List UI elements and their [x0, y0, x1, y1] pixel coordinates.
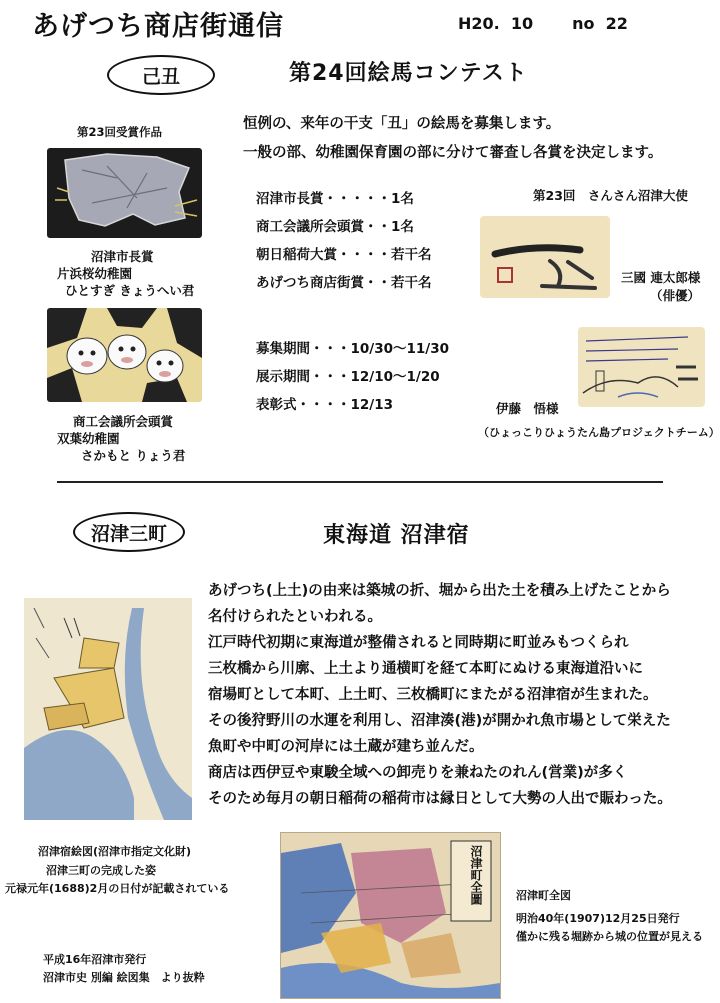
winner1-school: 片浜桜幼稚園: [57, 266, 133, 281]
schedule-item: 募集期間・・・10/30〜11/30: [256, 341, 450, 357]
history-line: 魚町や中町の河岸には土蔵が建ち並んだ。: [208, 739, 484, 755]
ambassador2-name: 伊藤 悟様: [496, 401, 559, 416]
schedule-item: 表彰式・・・・12/13: [256, 397, 394, 413]
newsletter-masthead: あげつち商店街通信: [32, 11, 284, 42]
winner2-award: 商工会議所会頭賞: [73, 414, 174, 429]
history-line: 三枚橋から川廓、上土より通横町を経て本町にぬける東海道沿いに: [208, 661, 643, 677]
winner2-name: さかもと りょう君: [81, 448, 186, 463]
prize-item: 商工会議所会頭賞・・1名: [256, 219, 414, 235]
history-line: そのため毎月の朝日稲荷の稲荷市は縁日として大勢の人出で賑わった。: [208, 791, 672, 807]
map1-caption-line: 沼津三町の完成した姿: [46, 864, 156, 877]
history-line: あげつち(上土)の由来は築城の折、堀から出た土を積み上げたことから: [208, 583, 671, 599]
prize-item: 朝日稲荷大賞・・・・若干名: [256, 247, 432, 263]
winner1-name: ひとすぎ きょうへい君: [65, 283, 195, 298]
ox-drawing-2: [47, 308, 202, 402]
calligraphy-drawing: [480, 216, 610, 298]
history-line: 江戸時代初期に東海道が整備されると同時期に町並みもつくられ: [208, 635, 629, 651]
previous-winners-label: 第23回受賞作品: [77, 125, 163, 139]
town-section-title: 東海道 沼津宿: [323, 523, 470, 548]
ema-contest-title: 第24回絵馬コンテスト: [289, 61, 528, 86]
ambassador-header: 第23回 さんさん沼津大使: [533, 188, 688, 203]
ambassador1-name: 三國 連太郎様: [621, 270, 701, 285]
numazu-post-town-map: [24, 598, 192, 820]
winner1-award: 沼津市長賞: [91, 249, 154, 264]
history-line: その後狩野川の水運を利用し、沼津湊(港)が開かれ魚市場として栄えた: [208, 713, 671, 729]
map2-caption-title: 沼津町全図: [516, 889, 571, 902]
winner2-school: 双葉幼稚園: [57, 431, 120, 446]
section-badge: 沼津三町: [73, 512, 185, 552]
edo-map-drawing: [24, 598, 192, 820]
winning-ema-image-1: [47, 148, 202, 238]
intro-line: 恒例の、来年の干支「丑」の絵馬を募集します。: [243, 116, 561, 132]
ox-drawing-1: [47, 148, 202, 238]
ambassador-ema-image-2: [578, 327, 705, 407]
schedule-item: 展示期間・・・12/10〜1/20: [256, 369, 440, 385]
island-drawing: [578, 327, 705, 407]
history-line: 商店は西伊豆や東駿全域への卸売りを兼ねたのれん(営業)が多く: [208, 765, 628, 781]
winning-ema-image-2: [47, 308, 202, 402]
ambassador1-title: （俳優）: [650, 288, 701, 303]
numazu-town-full-map: [280, 832, 501, 999]
meiji-map-title: 沼津町全圖: [469, 845, 483, 905]
intro-line: 一般の部、幼稚園保育園の部に分けて審査し各賞を決定します。: [243, 145, 663, 161]
history-line: 宿場町として本町、上土町、三枚橋町にまたがる沼津宿が生まれた。: [208, 687, 658, 703]
history-line: 名付けられたといわれる。: [208, 609, 382, 625]
map2-caption-line: 明治40年(1907)12月25日発行: [516, 912, 680, 925]
map1-caption-line: 元禄元年(1688)2月の日付が記載されている: [5, 882, 230, 895]
ambassador-ema-image-1: [480, 216, 610, 298]
issue-number: H20. 10 no 22: [458, 14, 628, 33]
map2-caption-line: 僅かに残る堀跡から城の位置が見える: [516, 930, 703, 943]
section-divider: [57, 481, 663, 483]
prize-item: あげつち商店街賞・・若干名: [256, 275, 432, 291]
map1-source-line: 平成16年沼津市発行: [43, 953, 147, 966]
ambassador2-team: （ひょっこりひょうたん島プロジェクトチーム）: [478, 426, 720, 439]
map1-caption-title: 沼津宿絵図(沼津市指定文化財): [38, 845, 192, 858]
zodiac-badge: 己丑: [107, 55, 215, 95]
map1-source-line: 沼津市史 別編 絵図集 より抜粋: [43, 971, 205, 984]
prize-item: 沼津市長賞・・・・・1名: [256, 191, 414, 207]
